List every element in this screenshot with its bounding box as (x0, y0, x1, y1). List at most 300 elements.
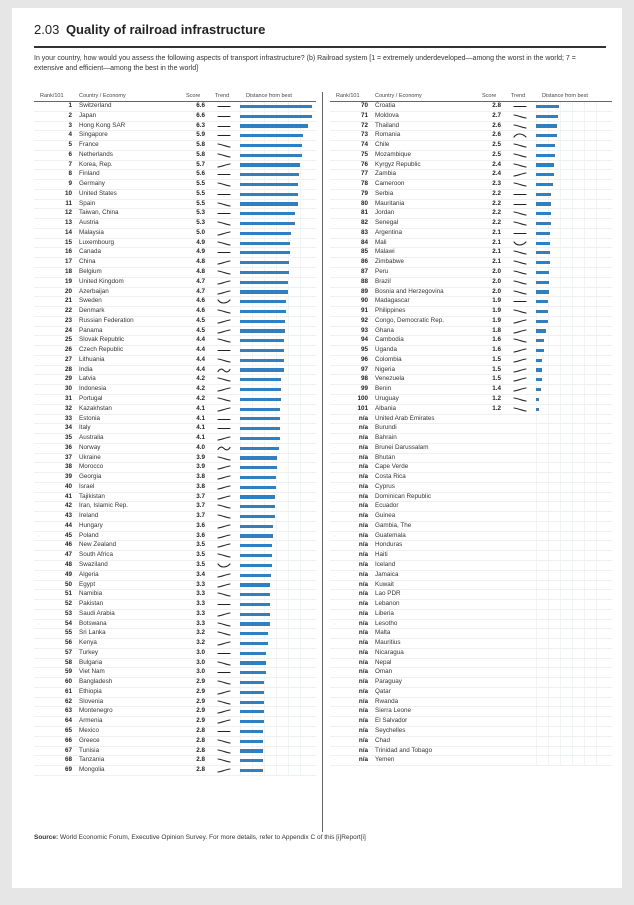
distance-from-best-cell (240, 717, 312, 726)
score-cell: 2.8 (196, 756, 205, 764)
trend-sparkline-icon (217, 748, 231, 755)
country-cell: Ecuador (375, 502, 399, 510)
rank-cell: 54 (64, 619, 72, 627)
distance-bar (240, 681, 264, 684)
table-row (34, 375, 316, 385)
score-cell: 5.6 (196, 170, 205, 178)
score-cell: 3.7 (196, 492, 205, 500)
table-row (330, 620, 612, 630)
table-row (330, 629, 612, 639)
country-cell: Pakistan (79, 600, 104, 608)
distance-from-best-cell (240, 395, 312, 404)
country-cell: Mauritania (375, 199, 405, 207)
country-cell: Cameroon (375, 180, 405, 188)
distance-from-best-cell (240, 766, 312, 775)
score-cell: 4.2 (196, 375, 205, 383)
score-cell: 3.9 (196, 463, 205, 471)
table-row (330, 571, 612, 581)
distance-bar (536, 202, 551, 205)
country-cell: Congo, Democratic Rep. (375, 316, 444, 324)
table-row (34, 248, 316, 258)
score-cell: 2.8 (196, 736, 205, 744)
trend-sparkline-icon (513, 162, 527, 169)
rank-cell: n/a (358, 619, 368, 627)
distance-from-best-cell (536, 278, 608, 287)
distance-from-best-cell (536, 102, 608, 111)
distance-bar (240, 749, 263, 752)
rank-cell: 35 (64, 434, 72, 442)
score-cell: 4.4 (196, 336, 205, 344)
trend-sparkline-icon (217, 123, 231, 130)
rank-cell: 68 (64, 756, 72, 764)
distance-bar (536, 154, 555, 157)
country-cell: Mexico (79, 727, 99, 734)
table-row (330, 375, 612, 385)
table-row (330, 756, 612, 766)
distance-from-best-cell (536, 268, 608, 277)
header-country: Country / Economy (375, 93, 422, 99)
country-cell: Poland (79, 531, 99, 539)
table-row (330, 522, 612, 532)
trend-sparkline-icon (513, 191, 527, 198)
trend-sparkline-icon (217, 289, 231, 296)
trend-sparkline-icon (217, 328, 231, 335)
distance-bar (240, 339, 284, 342)
table-row (330, 502, 612, 512)
distance-bar (240, 720, 264, 723)
distance-from-best-cell (240, 600, 312, 609)
rank-cell: 81 (360, 209, 368, 217)
country-cell: Peru (375, 268, 389, 276)
score-cell: 3.8 (196, 473, 205, 481)
distance-from-best-cell (240, 610, 312, 619)
distance-from-best-cell (536, 561, 608, 570)
rank-cell: 61 (64, 687, 72, 695)
distance-from-best-cell (240, 473, 312, 482)
trend-sparkline-icon (513, 201, 527, 208)
table-row (330, 512, 612, 522)
rank-cell: 32 (64, 404, 72, 412)
rank-cell: 5 (68, 141, 72, 149)
distance-bar (240, 154, 302, 157)
trend-sparkline-icon (217, 386, 231, 393)
rank-cell: n/a (358, 600, 368, 608)
country-cell: Chile (375, 141, 390, 149)
table-row (34, 512, 316, 522)
table-row (330, 268, 612, 278)
trend-sparkline-icon (217, 757, 231, 764)
trend-sparkline-icon (217, 542, 231, 549)
distance-from-best-cell (536, 600, 608, 609)
rank-cell: 10 (64, 189, 72, 197)
rank-cell: 58 (64, 658, 72, 666)
trend-sparkline-icon (513, 132, 527, 139)
distance-from-best-cell (240, 571, 312, 580)
table-row (330, 707, 612, 717)
distance-bar (240, 300, 286, 303)
score-cell: 4.1 (196, 434, 205, 442)
table-row (330, 170, 612, 180)
distance-from-best-cell (240, 639, 312, 648)
rank-cell: 18 (64, 268, 72, 276)
table-row (34, 356, 316, 366)
rank-cell: 96 (360, 355, 368, 363)
rank-cell: 86 (360, 258, 368, 266)
distance-bar (240, 759, 263, 762)
distance-from-best-cell (536, 112, 608, 121)
country-cell: Swaziland (79, 560, 108, 568)
distance-from-best-cell (240, 356, 312, 365)
distance-bar (240, 622, 270, 625)
trend-sparkline-icon (217, 474, 231, 481)
country-cell: Morocco (79, 463, 104, 471)
score-cell: 4.4 (196, 365, 205, 373)
distance-bar (240, 242, 290, 245)
ranking-table-right (330, 92, 612, 766)
country-cell: Chad (375, 736, 391, 744)
table-row (34, 561, 316, 571)
score-cell: 2.8 (196, 746, 205, 754)
table-row (34, 678, 316, 688)
table-row (34, 209, 316, 219)
trend-sparkline-icon (513, 347, 527, 354)
table-row (34, 620, 316, 630)
table-row (34, 610, 316, 620)
rank-cell: n/a (358, 521, 368, 529)
distance-bar (536, 163, 554, 166)
indicator-title: Quality of railroad infrastructure (65, 22, 266, 37)
header-distance: Distance from best (246, 93, 292, 99)
country-cell: United Arab Emirates (375, 414, 435, 422)
table-row (330, 698, 612, 708)
trend-sparkline-icon (217, 416, 231, 423)
trend-sparkline-icon (217, 738, 231, 745)
country-cell: Finland (79, 170, 100, 178)
distance-bar (240, 730, 263, 733)
country-cell: Israel (79, 482, 95, 490)
table-row (330, 688, 612, 698)
distance-from-best-cell (536, 405, 608, 414)
score-cell: 5.5 (196, 189, 205, 197)
country-cell: Latvia (79, 375, 96, 383)
trend-sparkline-icon (513, 376, 527, 383)
trend-sparkline-icon (513, 269, 527, 276)
table-row (330, 405, 612, 415)
distance-from-best-cell (240, 180, 312, 189)
score-cell: 2.4 (492, 170, 501, 178)
distance-from-best-cell (536, 483, 608, 492)
rank-cell: 27 (64, 355, 72, 363)
distance-from-best-cell (240, 336, 312, 345)
score-cell: 2.5 (492, 150, 501, 158)
score-cell: 1.5 (492, 365, 501, 373)
country-cell: Cyprus (375, 482, 395, 490)
score-cell: 4.7 (196, 287, 205, 295)
country-cell: Colombia (375, 355, 402, 363)
rank-cell: 33 (64, 414, 72, 422)
distance-from-best-cell (536, 698, 608, 707)
table-row (34, 727, 316, 737)
score-cell: 4.1 (196, 404, 205, 412)
table-row (34, 278, 316, 288)
country-cell: Ireland (79, 512, 99, 520)
distance-bar (240, 193, 298, 196)
country-cell: Estonia (79, 414, 101, 422)
trend-sparkline-icon (217, 484, 231, 491)
rank-cell: 76 (360, 160, 368, 168)
distance-bar (240, 661, 266, 664)
rank-cell: n/a (358, 541, 368, 549)
country-cell: United States (79, 189, 117, 197)
table-row (330, 551, 612, 561)
table-body (330, 102, 612, 766)
score-cell: 2.8 (196, 766, 205, 774)
rank-cell: 43 (64, 512, 72, 520)
country-cell: Tunisia (79, 746, 100, 754)
trend-sparkline-icon (217, 220, 231, 227)
country-cell: Uganda (375, 346, 398, 354)
distance-bar (240, 115, 312, 118)
table-row (34, 112, 316, 122)
score-cell: 3.9 (196, 453, 205, 461)
distance-from-best-cell (240, 707, 312, 716)
trend-sparkline-icon (217, 249, 231, 256)
country-cell: Korea, Rep. (79, 160, 113, 168)
trend-sparkline-icon (217, 640, 231, 647)
table-row (34, 571, 316, 581)
score-cell: 4.2 (196, 385, 205, 393)
country-cell: Cape Verde (375, 463, 409, 471)
rank-cell: 82 (360, 219, 368, 227)
score-cell: 2.5 (492, 141, 501, 149)
rank-cell: 65 (64, 727, 72, 734)
table-row (34, 268, 316, 278)
distance-from-best-cell (536, 200, 608, 209)
trend-sparkline-icon (217, 210, 231, 217)
country-cell: Turkey (79, 648, 99, 656)
score-cell: 1.8 (492, 326, 501, 334)
trend-sparkline-icon (217, 367, 231, 374)
indicator-question: In your country, how would you assess the following aspects of transport infrastructure? (b) Railroad system [1 = extremely underdeveloped—among the worst in the world; 7 = extensive and efficient—among the best in the world] (34, 55, 576, 72)
country-cell: Tanzania (79, 756, 105, 764)
distance-from-best-cell (240, 668, 312, 677)
distance-from-best-cell (240, 268, 312, 277)
distance-from-best-cell (240, 522, 312, 531)
distance-from-best-cell (536, 620, 608, 629)
distance-bar (240, 251, 290, 254)
trend-sparkline-icon (217, 298, 231, 305)
rank-cell: 17 (64, 258, 72, 266)
table-header (330, 92, 612, 102)
rank-cell: n/a (358, 580, 368, 588)
rank-cell: 23 (64, 316, 72, 324)
rank-cell: 87 (360, 268, 368, 276)
country-cell: Liberia (375, 609, 394, 617)
score-cell: 4.5 (196, 326, 205, 334)
rank-cell: n/a (358, 453, 368, 461)
distance-from-best-cell (240, 620, 312, 629)
rank-cell: n/a (358, 560, 368, 568)
table-row (34, 747, 316, 757)
distance-bar (240, 495, 275, 498)
rank-cell: n/a (358, 570, 368, 578)
score-cell: 5.9 (196, 131, 205, 139)
rank-cell: 24 (64, 326, 72, 334)
distance-from-best-cell (240, 512, 312, 521)
distance-from-best-cell (240, 649, 312, 658)
rank-cell: 71 (360, 111, 368, 119)
table-row (34, 336, 316, 346)
table-row (34, 522, 316, 532)
score-cell: 3.0 (196, 658, 205, 666)
table-row (330, 209, 612, 219)
rank-cell: 22 (64, 307, 72, 315)
table-row (34, 366, 316, 376)
distance-from-best-cell (536, 649, 608, 658)
distance-from-best-cell (536, 610, 608, 619)
table-body (34, 102, 316, 776)
distance-from-best-cell (536, 668, 608, 677)
rank-cell: 92 (360, 316, 368, 324)
rank-cell: 44 (64, 521, 72, 529)
distance-from-best-cell (240, 131, 312, 140)
distance-bar (240, 486, 276, 489)
rank-cell: 55 (64, 629, 72, 637)
table-row (330, 463, 612, 473)
distance-bar (536, 339, 544, 342)
rank-cell: 34 (64, 424, 72, 432)
distance-from-best-cell (536, 170, 608, 179)
country-cell: Romania (375, 131, 401, 139)
score-cell: 1.5 (492, 375, 501, 383)
distance-from-best-cell (240, 444, 312, 453)
distance-bar (240, 105, 312, 108)
table-row (330, 395, 612, 405)
trend-sparkline-icon (217, 435, 231, 442)
rank-cell: 40 (64, 482, 72, 490)
distance-from-best-cell (240, 502, 312, 511)
score-cell: 4.6 (196, 297, 205, 305)
rank-cell: 39 (64, 473, 72, 481)
distance-from-best-cell (536, 209, 608, 218)
country-cell: Lebanon (375, 600, 400, 608)
country-cell: Bangladesh (79, 678, 113, 686)
rank-cell: 36 (64, 443, 72, 451)
distance-from-best-cell (536, 307, 608, 316)
distance-from-best-cell (240, 346, 312, 355)
distance-bar (536, 310, 548, 313)
distance-bar (240, 525, 273, 528)
trend-sparkline-icon (217, 406, 231, 413)
country-cell: Guinea (375, 512, 396, 520)
rank-cell: 66 (64, 736, 72, 744)
country-cell: Armenia (79, 717, 103, 725)
rank-cell: 60 (64, 678, 72, 686)
country-cell: Cambodia (375, 336, 404, 344)
score-cell: 2.3 (492, 180, 501, 188)
rank-cell: 51 (64, 590, 72, 598)
distance-from-best-cell (240, 297, 312, 306)
trend-sparkline-icon (217, 601, 231, 608)
rank-cell: 75 (360, 150, 368, 158)
table-row (34, 180, 316, 190)
trend-sparkline-icon (217, 103, 231, 110)
score-cell: 2.2 (492, 189, 501, 197)
distance-bar (240, 349, 284, 352)
table-row (34, 190, 316, 200)
distance-from-best-cell (240, 737, 312, 746)
distance-bar (536, 271, 549, 274)
distance-from-best-cell (536, 717, 608, 726)
country-cell: Nicaragua (375, 648, 404, 656)
rank-cell: 78 (360, 180, 368, 188)
header-trend: Trend (511, 93, 526, 99)
distance-from-best-cell (240, 170, 312, 179)
score-cell: 6.6 (196, 111, 205, 119)
table-row (330, 141, 612, 151)
table-row (330, 122, 612, 132)
distance-bar (240, 554, 272, 557)
source-label: Source: (34, 834, 59, 841)
rank-cell: 64 (64, 717, 72, 725)
table-row (330, 297, 612, 307)
table-row (34, 317, 316, 327)
country-cell: France (79, 141, 99, 149)
country-cell: Portugal (79, 394, 103, 402)
rank-cell: 47 (64, 551, 72, 559)
table-row (34, 151, 316, 161)
score-cell: 3.2 (196, 639, 205, 647)
header-trend: Trend (215, 93, 230, 99)
distance-bar (240, 281, 288, 284)
country-cell: Greece (79, 736, 100, 744)
distance-from-best-cell (240, 151, 312, 160)
distance-bar (536, 242, 550, 245)
table-row (34, 415, 316, 425)
trend-sparkline-icon (513, 181, 527, 188)
rank-cell: 46 (64, 541, 72, 549)
rank-cell: 97 (360, 365, 368, 373)
country-cell: Egypt (79, 580, 96, 588)
table-row (330, 493, 612, 503)
rank-cell: n/a (358, 512, 368, 520)
table-row (330, 639, 612, 649)
country-cell: El Salvador (375, 717, 408, 725)
score-cell: 5.8 (196, 150, 205, 158)
country-cell: Lesotho (375, 619, 398, 627)
distance-from-best-cell (240, 747, 312, 756)
distance-bar (240, 183, 298, 186)
distance-from-best-cell (240, 317, 312, 326)
trend-sparkline-icon (217, 425, 231, 432)
country-cell: Guatemala (375, 531, 406, 539)
distance-from-best-cell (536, 424, 608, 433)
country-cell: Seychelles (375, 727, 406, 734)
rank-cell: 1 (68, 102, 72, 109)
rank-cell: 74 (360, 141, 368, 149)
distance-bar (240, 534, 273, 537)
country-cell: Botswana (79, 619, 107, 627)
trend-sparkline-icon (217, 337, 231, 344)
distance-from-best-cell (240, 434, 312, 443)
table-row (330, 112, 612, 122)
table-row (34, 717, 316, 727)
distance-from-best-cell (536, 317, 608, 326)
table-row (34, 102, 316, 112)
distance-bar (240, 124, 308, 127)
score-cell: 3.5 (196, 551, 205, 559)
table-row (330, 258, 612, 268)
